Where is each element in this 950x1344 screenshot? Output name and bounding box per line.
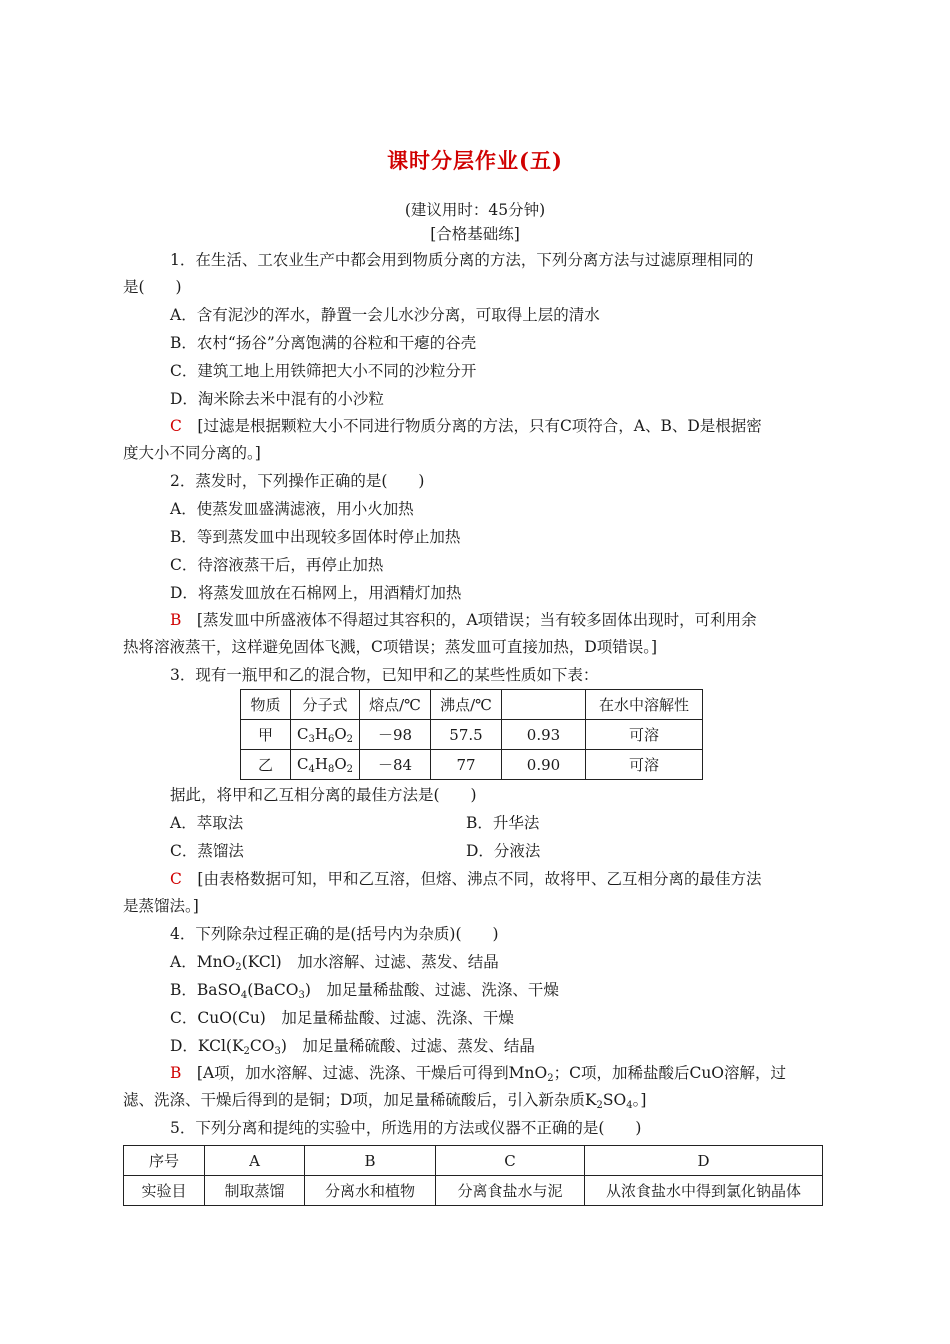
table-header-cell: 物质 [241, 690, 291, 720]
table-header-cell: D [585, 1146, 823, 1176]
q3-option-c: C．蒸馏法 [170, 842, 244, 860]
formula-cell: $C_3H_6O_2$ [291, 720, 360, 750]
table-cell: 分离水和植物 [305, 1176, 436, 1206]
q1-explanation-line1: C [过滤是根据颗粒大小不同进行物质分离的方法，只有C项符合，A、B、D是根据密 [170, 417, 762, 435]
q3-answer: C [170, 870, 182, 888]
table-header-cell: B [305, 1146, 436, 1176]
table-cell: 0.93 [502, 720, 586, 750]
table-cell: 0.90 [502, 750, 586, 780]
q4-explanation-line1: B [A项，加水溶解、过滤、洗涤、干燥后可得到MnO$_2$；C项，加稀盐酸后CuO溶解，过 [170, 1064, 787, 1084]
table-header-cell: 熔点/℃ [360, 690, 431, 720]
q2-explanation-line2: 热将溶液蒸干，这样避免固体飞溅，C项错误；蒸发皿可直接加热，D项错误。] [123, 638, 658, 656]
q2-option-d: D．将蒸发皿放在石棉网上，用酒精灯加热 [170, 584, 462, 602]
q3-explanation-line1: C [由表格数据可知，甲和乙互溶，但熔、沸点不同，故将甲、乙互相分离的最佳方法 [170, 870, 762, 888]
page-title: 课时分层作业(五) [387, 148, 563, 173]
table-row [241, 750, 703, 780]
q5-stem: 5．下列分离和提纯的实验中，所选用的方法或仪器不正确的是( ) [170, 1119, 642, 1137]
time-hint: (建议用时：45分钟) [404, 201, 546, 219]
q4-option-b: B．BaSO$_4$(BaCO$_3$) 加足量稀盐酸、过滤、洗涤、干燥 [170, 981, 559, 1001]
q3-property-table [240, 689, 703, 780]
section-label: [合格基础练] [430, 225, 520, 243]
q3-option-a: A．萃取法 [170, 814, 244, 832]
q3-stem: 3．现有一瓶甲和乙的混合物，已知甲和乙的某些性质如下表： [170, 666, 599, 684]
table-row [241, 720, 703, 750]
table-cell: 从浓食盐水中得到氯化钠晶体 [585, 1176, 823, 1206]
q4-option-c: C．CuO(Cu) 加足量稀盐酸、过滤、洗涤、干燥 [170, 1009, 514, 1027]
q1-option-d: D．淘米除去米中混有的小沙粒 [170, 390, 384, 408]
table-header-cell: 序号 [124, 1146, 205, 1176]
table-header-cell: 分子式 [291, 690, 360, 720]
q1-explanation-line2: 度大小不同分离的。] [123, 444, 261, 462]
table-cell: 77 [431, 750, 502, 780]
q2-option-c: C．待溶液蒸干后，再停止加热 [170, 556, 384, 574]
q4-option-d: D．$KCl(K_2CO_3)$ 加足量稀硫酸、过滤、蒸发、结晶 [170, 1037, 535, 1057]
q2-stem: 2．蒸发时，下列操作正确的是( ) [170, 472, 425, 490]
table-cell: 可溶 [586, 750, 703, 780]
q4-answer: B [170, 1064, 182, 1082]
table-header-cell: A [205, 1146, 305, 1176]
q4-explanation-line2: 滤、洗涤、干燥后得到的是铜；D项，加足量稀硫酸后，引入新杂质$K_2SO_4$。] [123, 1091, 647, 1111]
table-row [124, 1176, 823, 1206]
q1-option-b: B．农村“扬谷”分离饱满的谷粒和干瘪的谷壳 [170, 334, 477, 352]
table-row [241, 690, 703, 720]
table-cell: 57.5 [431, 720, 502, 750]
table-row [124, 1146, 823, 1176]
q4-option-a: A．MnO$_2$(KCl) 加水溶解、过滤、蒸发、结晶 [170, 953, 499, 973]
table-cell: 可溶 [586, 720, 703, 750]
table-header-cell [502, 690, 586, 720]
q2-option-b: B．等到蒸发皿中出现较多固体时停止加热 [170, 528, 461, 546]
q4-stem: 4．下列除杂过程正确的是(括号内为杂质)( ) [170, 925, 499, 943]
q1-option-c: C．建筑工地上用铁筛把大小不同的沙粒分开 [170, 362, 477, 380]
formula-cell: $C_4H_8O_2$ [291, 750, 360, 780]
table-cell: 分离食盐水与泥 [436, 1176, 585, 1206]
q3-option-b: B．升华法 [466, 814, 540, 832]
q2-explanation-line1: B [蒸发皿中所盛液体不得超过其容积的，A项错误；当有较多固体出现时，可利用余 [170, 611, 757, 629]
table-cell: 甲 [241, 720, 291, 750]
table-header-cell: 在水中溶解性 [586, 690, 703, 720]
q1-stem-line2: 是( ) [123, 278, 182, 296]
table-cell: 实验目 [124, 1176, 205, 1206]
q3-option-d: D．分液法 [466, 842, 541, 860]
q2-option-a: A．使蒸发皿盛满滤液，用小火加热 [170, 500, 414, 518]
q1-option-a: A．含有泥沙的浑水，静置一会儿水沙分离，可取得上层的清水 [170, 306, 600, 324]
q2-answer: B [170, 611, 182, 629]
table-cell: －98 [360, 720, 431, 750]
table-header-cell: 沸点/℃ [431, 690, 502, 720]
q3-explanation-line2: 是蒸馏法。] [123, 897, 199, 915]
table-cell: 乙 [241, 750, 291, 780]
q3-follow: 据此，将甲和乙互相分离的最佳方法是( ) [170, 786, 477, 804]
q1-stem-line1: 1．在生活、工农业生产中都会用到物质分离的方法，下列分离方法与过滤原理相同的 [170, 251, 754, 269]
q1-answer: C [170, 417, 182, 435]
table-cell: －84 [360, 750, 431, 780]
q5-method-table [123, 1145, 823, 1206]
table-cell: 制取蒸馏 [205, 1176, 305, 1206]
table-header-cell: C [436, 1146, 585, 1176]
